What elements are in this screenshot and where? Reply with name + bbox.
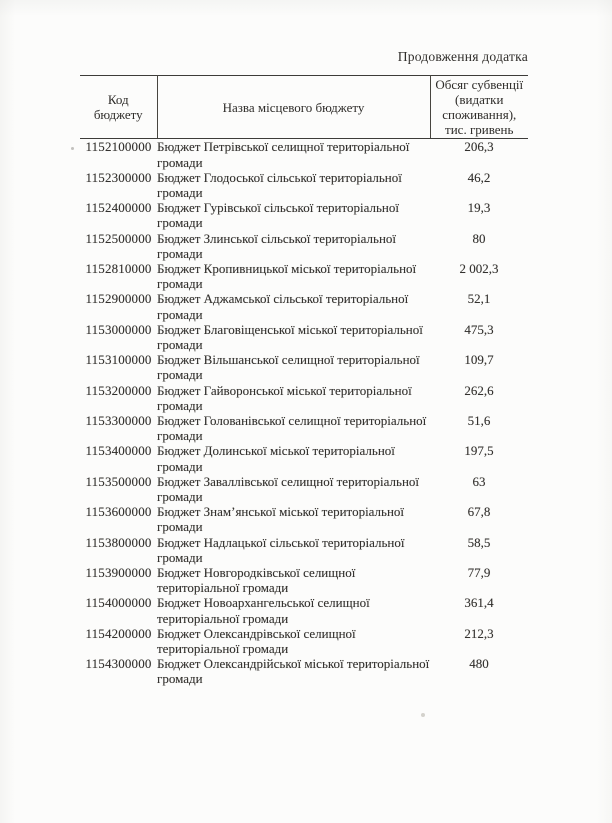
- amount-cell: 480: [469, 656, 489, 672]
- amount-cell: 475,3: [464, 321, 494, 337]
- budget-name-cell: Бюджет Знам’янської міської територіальної громади: [157, 504, 405, 535]
- budget-name-cell: Бюджет Новоархангельської селищної територіальної громади: [157, 595, 370, 626]
- amount-cell: 212,3: [464, 625, 494, 641]
- table-row: [80, 595, 528, 625]
- budget-code-cell: 1152300000: [85, 169, 152, 185]
- table-row: [80, 565, 528, 595]
- amount-cell: 197,5: [464, 443, 494, 459]
- budget-code-cell: 1154300000: [85, 656, 152, 672]
- budget-code-cell: 1153500000: [85, 473, 152, 489]
- budget-code-cell: 1153600000: [85, 504, 152, 520]
- budget-name-cell: Бюджет Вільшанської селищної територіальної громади: [157, 352, 420, 383]
- amount-cell: 361,4: [464, 595, 494, 611]
- budget-code-cell: 1153300000: [85, 413, 152, 429]
- table-row: [80, 474, 528, 504]
- budget-name-cell: Бюджет Аджамської сільської територіальної громади: [157, 291, 409, 322]
- amount-cell: 58,5: [467, 534, 491, 550]
- budget-name-cell: Бюджет Заваллівської селищної територіальної громади: [157, 473, 420, 505]
- budget-code-cell: 1153900000: [85, 565, 152, 581]
- table-row: [80, 352, 528, 382]
- budget-name-cell: Бюджет Гайворонської міської територіальної громади: [157, 382, 412, 413]
- amount-cell: 51,6: [467, 413, 491, 429]
- budget-name-cell: Бюджет Кропивницької міської територіальної громади: [157, 261, 417, 292]
- budget-name-cell: Бюджет Новгородківської селищної територіальної громади: [157, 565, 356, 596]
- table-row: [80, 139, 528, 170]
- budget-code-cell: 1153000000: [85, 321, 152, 337]
- table-row: [80, 170, 528, 200]
- budget-code-cell: 1154200000: [85, 625, 152, 641]
- amount-cell: 63: [472, 473, 486, 489]
- scan-speck: [71, 147, 74, 150]
- budget-name-cell: Бюджет Надлацької сільської територіальної громади: [157, 534, 405, 565]
- table-row: [80, 413, 528, 443]
- budget-code-cell: 1152500000: [85, 230, 152, 246]
- table-row: [80, 200, 528, 230]
- budget-name-cell: Бюджет Олександрійської міської територіальної громади: [157, 656, 430, 687]
- table-row: [80, 656, 528, 686]
- budget-name-cell: Бюджет Глодоської сільської територіальної громади: [157, 169, 402, 200]
- column-header-budget-code: Код бюджету: [80, 76, 157, 139]
- table-row: [80, 383, 528, 413]
- amount-cell: 46,2: [467, 169, 491, 185]
- amount-cell: 206,3: [464, 139, 494, 155]
- scan-speck: [421, 713, 425, 717]
- budget-name-cell: Бюджет Петрівської селищної територіальної громади: [157, 139, 410, 170]
- table-row: [80, 535, 528, 565]
- table-row: [80, 504, 528, 534]
- budget-table: [80, 75, 528, 687]
- budget-code-cell: 1153400000: [85, 443, 152, 459]
- table-header-row: [80, 76, 528, 139]
- amount-cell: 262,6: [464, 382, 494, 398]
- budget-name-cell: Бюджет Благовіщенської міської територіальної громади: [157, 321, 423, 353]
- column-header-budget-name: Назва місцевого бюджету: [157, 76, 430, 139]
- budget-code-cell: 1152400000: [85, 200, 152, 216]
- amount-cell: 2 002,3: [459, 261, 499, 276]
- table-row: [80, 443, 528, 473]
- amount-cell: 52,1: [467, 291, 491, 307]
- budget-code-cell: 1152900000: [85, 291, 152, 307]
- budget-code-cell: 1153800000: [85, 534, 152, 550]
- amount-cell: 19,3: [467, 200, 491, 216]
- table-row: [80, 261, 528, 291]
- table-row: [80, 322, 528, 352]
- amount-cell: 109,7: [464, 352, 494, 368]
- budget-code-cell: 1152100000: [85, 139, 152, 155]
- budget-name-cell: Бюджет Голованівської селищної територіальної громади: [157, 413, 427, 444]
- continuation-note: Продовження додатка: [397, 49, 528, 64]
- budget-code-cell: 1154000000: [85, 595, 152, 611]
- table-row: [80, 626, 528, 656]
- budget-code-cell: 1153100000: [85, 352, 152, 368]
- amount-cell: 77,9: [467, 565, 491, 581]
- budget-code-cell: 1153200000: [85, 382, 152, 398]
- budget-code-cell: 1152810000: [85, 261, 152, 276]
- budget-name-cell: Бюджет Долинської міської територіальної громади: [157, 443, 395, 474]
- budget-name-cell: Бюджет Злинської сільської територіальної громади: [157, 230, 397, 261]
- budget-name-cell: Бюджет Гурівської сільської територіальної громади: [157, 200, 399, 231]
- table-body: [80, 139, 528, 687]
- budget-name-cell: Бюджет Олександрівської селищної територіальної громади: [157, 625, 356, 657]
- table-row: [80, 231, 528, 261]
- table-row: [80, 291, 528, 321]
- column-header-subvention-amount: Обсяг субвенції (видатки споживання), тис. гривень: [430, 76, 528, 139]
- amount-cell: 67,8: [467, 504, 491, 520]
- amount-cell: 80: [472, 230, 486, 246]
